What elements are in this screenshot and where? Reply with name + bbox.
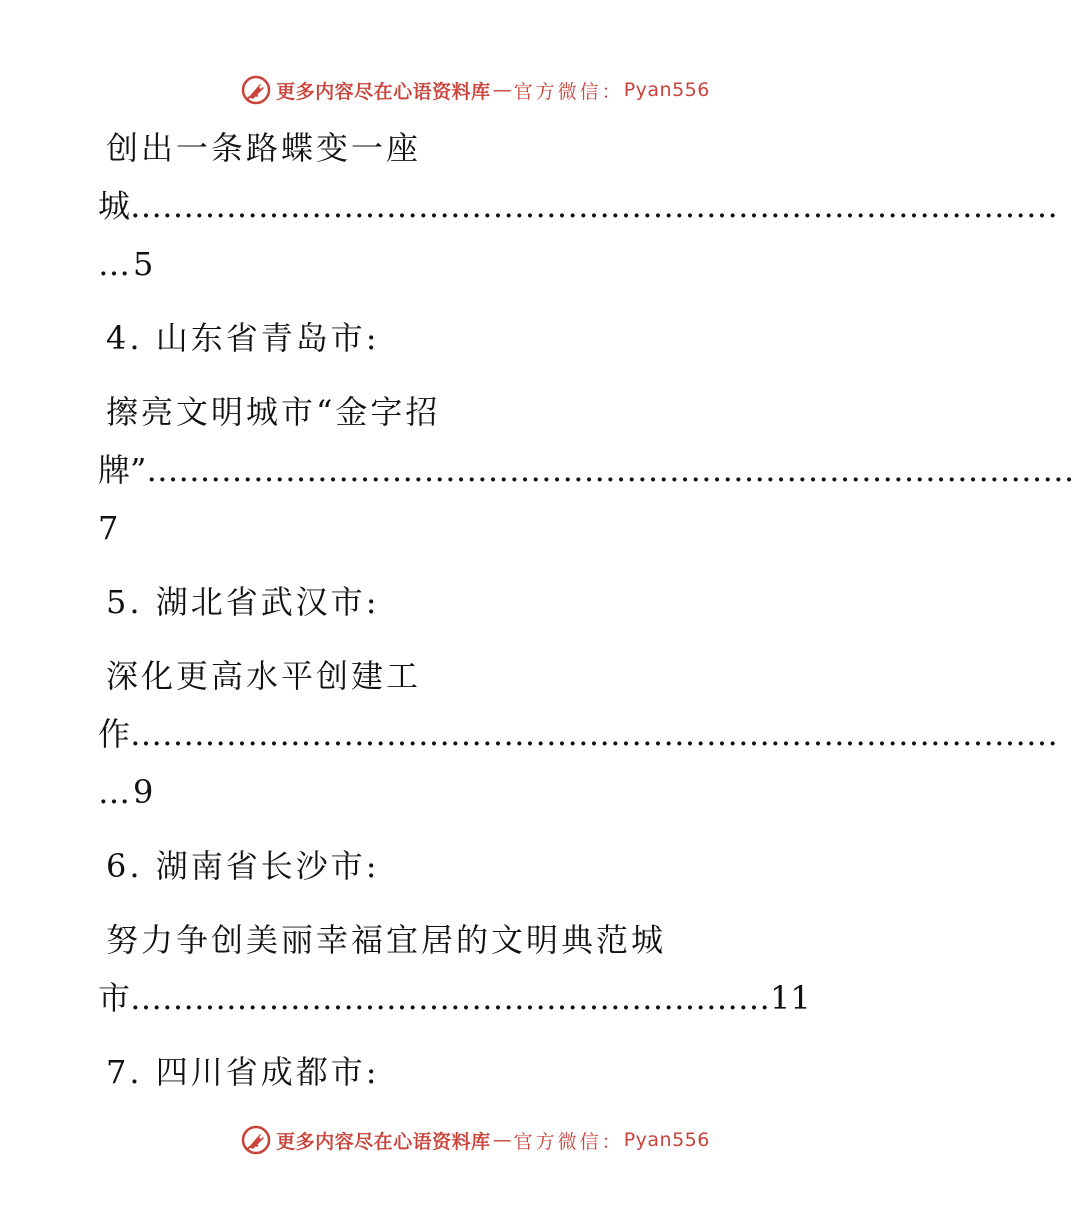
toc-page-number: …9 [98,773,157,811]
toc-leader-line [98,714,1058,754]
toc-leader-text: 牌”…………………………………………………………………………… [98,451,1074,489]
toc-section-heading: 5. 湖北省武汉市: [106,583,380,621]
toc-title-line: 努力争创美丽幸福宜居的文明典范城 [106,921,667,959]
banner-separator: — [492,1129,512,1151]
banner-wechat-id: Pyan556 [623,1129,710,1151]
toc-leader-line [98,450,1074,490]
footer-banner [0,1122,950,1158]
toc-title-line: 擦亮文明城市“金字招 [106,393,441,431]
banner-brand-text: 更多内容尽在心语资料库 [276,80,491,103]
toc-leader-text: 城…………………………………………………………………………… [98,187,1059,225]
toc-section-heading: 6. 湖南省长沙市: [106,847,380,885]
toc-leader-text: 作…………………………………………………………………………… [98,715,1059,753]
pen-nib-logo-icon [240,1124,272,1156]
toc-leader-line [98,186,1058,226]
toc-page-number: 7 [98,509,122,547]
toc-section-heading: 7. 四川省成都市: [106,1053,380,1091]
banner-brand-text: 更多内容尽在心语资料库 [276,1130,491,1153]
toc-page-number: …5 [98,245,157,283]
toc-leader-text: 市……………………………………………………11 [98,979,811,1017]
banner-official-label: 官方微信： [513,1130,624,1153]
banner-official-label: 官方微信： [513,80,624,103]
toc-section-heading: 4. 山东省青岛市: [106,319,380,357]
banner-wechat-id: Pyan556 [623,79,710,101]
toc-leader-line [98,978,811,1018]
banner-separator: — [492,79,512,101]
toc-title-line: 深化更高水平创建工 [106,657,422,695]
toc-title-line: 创出一条路蝶变一座 [106,129,422,167]
